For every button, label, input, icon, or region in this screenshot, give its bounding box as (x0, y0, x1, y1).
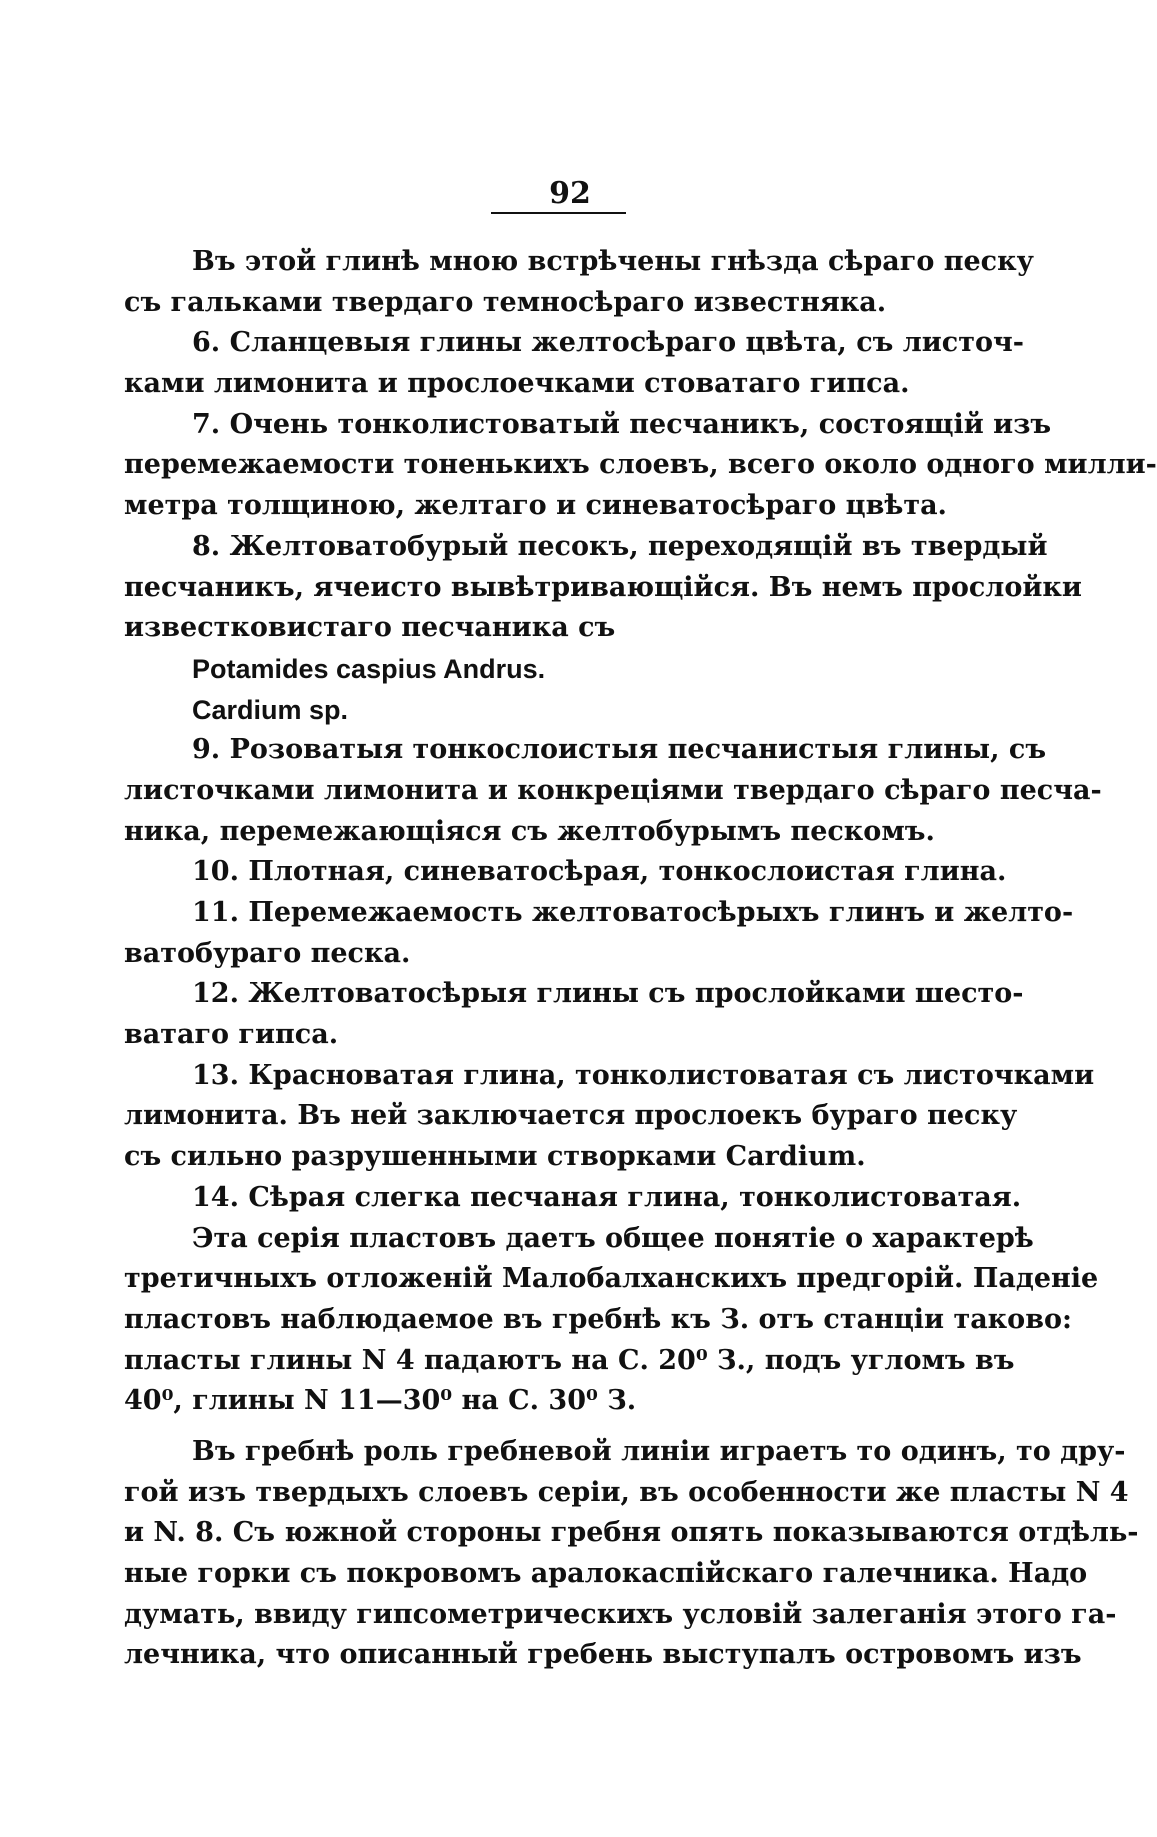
text-line: ные горки съ покровомъ аралокаспійскаго галечника. Надо (124, 1558, 1088, 1589)
text-line: гой изъ твердыхъ слоевъ серіи, въ особенности же пласты N 4 (124, 1476, 1129, 1508)
text-line: съ гальками твердаго темносѣраго известняка. (124, 286, 887, 318)
text-line: 9. Розоватыя тонкослоистыя песчанистыя глины, съ (192, 734, 1047, 766)
text-line: ватаго гипса. (124, 1019, 339, 1051)
text-line: съ сильно разрушенными створками Cardium. (124, 1141, 866, 1173)
text-line: Potamides caspius Andrus. (192, 653, 546, 684)
page-number: 92 (549, 176, 591, 211)
text-line: листочками лимонита и конкреціями твердаго сѣраго песча- (124, 774, 1102, 806)
text-line: 7. Очень тонколистоватый песчаникъ, состоящій изъ (192, 408, 1052, 440)
text-line: лимонита. Въ ней заключается прослоекъ бураго песку (124, 1100, 1018, 1132)
text-line: пластовъ наблюдаемое въ гребнѣ къ З. отъ станціи таково: (124, 1303, 1072, 1335)
text-line: 12. Желтоватосѣрыя глины съ прослойками шесто- (192, 978, 1024, 1010)
text-line: пласты глины N 4 падаютъ на С. 20⁰ З., подъ угломъ въ (124, 1344, 1015, 1376)
body-text (124, 242, 1157, 1676)
text-line: ника, перемежающіяся съ желтобурымъ пескомъ. (124, 815, 935, 847)
text-line: известковистаго песчаника съ (124, 612, 616, 644)
text-line: думать, ввиду гипсометрическихъ условій залеганія этого га- (124, 1598, 1117, 1630)
text-line: метра толщиною, желтаго и синеватосѣраго цвѣта. (124, 490, 947, 522)
text-line: ватобураго песка. (124, 937, 411, 969)
text-line: 6. Сланцевыя глины желтосѣраго цвѣта, съ листоч- (192, 327, 1024, 359)
text-line: 8. Желтоватобурый песокъ, переходящій въ твердый (192, 530, 1048, 562)
text-line: 11. Перемежаемость желтоватосѣрыхъ глинъ и желто- (192, 897, 1074, 928)
text-line: ками лимонита и прослоечками стоватаго гипса. (124, 368, 910, 400)
text-line: и N. 8. Съ южной стороны гребня опять показываются отдѣль- (124, 1517, 1139, 1549)
text-line: Въ гребнѣ роль гребневой линіи играетъ то одинъ, то дру- (192, 1435, 1126, 1467)
text-line: третичныхъ отложеній Малобалханскихъ предгорій. Паденіе (124, 1263, 1099, 1295)
paragraph-gap (124, 1422, 990, 1432)
text-line: 40⁰, глины N 11—30⁰ на С. 30⁰ З. (124, 1385, 637, 1417)
text-line: Cardium sp. (192, 694, 349, 725)
text-line: песчаникъ, ячеисто вывѣтривающійся. Въ немъ прослойки (124, 571, 1082, 603)
text-line: 14. Сѣрая слегка песчаная глина, тонколистоватая. (192, 1181, 1022, 1213)
text-line: Въ этой глинѣ мною встрѣчены гнѣзда сѣраго песку (192, 246, 1034, 277)
text-line: лечника, что описанный гребень выступалъ островомъ изъ (124, 1639, 1082, 1671)
text-line: Эта серія пластовъ даетъ общее понятіе о характерѣ (192, 1222, 1034, 1254)
text-line: 10. Плотная, синеватосѣрая, тонкослоистая глина. (192, 856, 1007, 888)
text-line: перемежаемости тоненькихъ слоевъ, всего около одного милли- (124, 449, 1157, 481)
page-number-rule (491, 212, 626, 214)
text-line: 13. Красноватая глина, тонколистоватая съ листочками (192, 1059, 1095, 1091)
